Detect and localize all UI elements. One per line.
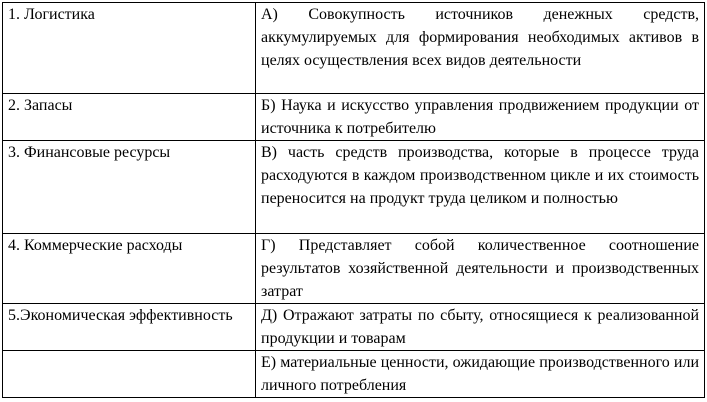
term-cell: 1. Логистика	[3, 3, 256, 94]
term-cell: 4. Коммерческие расходы	[3, 234, 256, 304]
table-row	[3, 234, 705, 304]
definition-cell: Е) материальные ценности, ожидающие производственного или личного потребления	[256, 351, 705, 398]
definition-cell: Д) Отражают затраты по сбыту, относящиеся к реализованной продукции и товарам	[256, 304, 705, 351]
definition-cell: Б) Наука и искусство управления продвижением продукции от источника к потребителю	[256, 94, 705, 141]
definition-cell: В) часть средств производства, которые в процессе труда расходуются в каждом производственном цикле и их стоимость переносится на продукт труда целиком и полностью	[256, 141, 705, 234]
table-row	[3, 304, 705, 351]
definition-cell: А) Совокупность источников денежных средств, аккумулируемых для формирования необходимых активов в целях осуществления всех видов деятельности	[256, 3, 705, 94]
term-cell: 2. Запасы	[3, 94, 256, 141]
table-row	[3, 351, 705, 398]
table-row	[3, 94, 705, 141]
term-cell: 3. Финансовые ресурсы	[3, 141, 256, 234]
matching-table	[2, 2, 705, 398]
table-row	[3, 141, 705, 234]
term-cell-empty	[3, 351, 256, 398]
table-row	[3, 3, 705, 94]
definition-cell: Г) Представляет собой количественное соотношение результатов хозяйственной деятельности и производственных затрат	[256, 234, 705, 304]
term-cell: 5.Экономическая эффективность	[3, 304, 256, 351]
